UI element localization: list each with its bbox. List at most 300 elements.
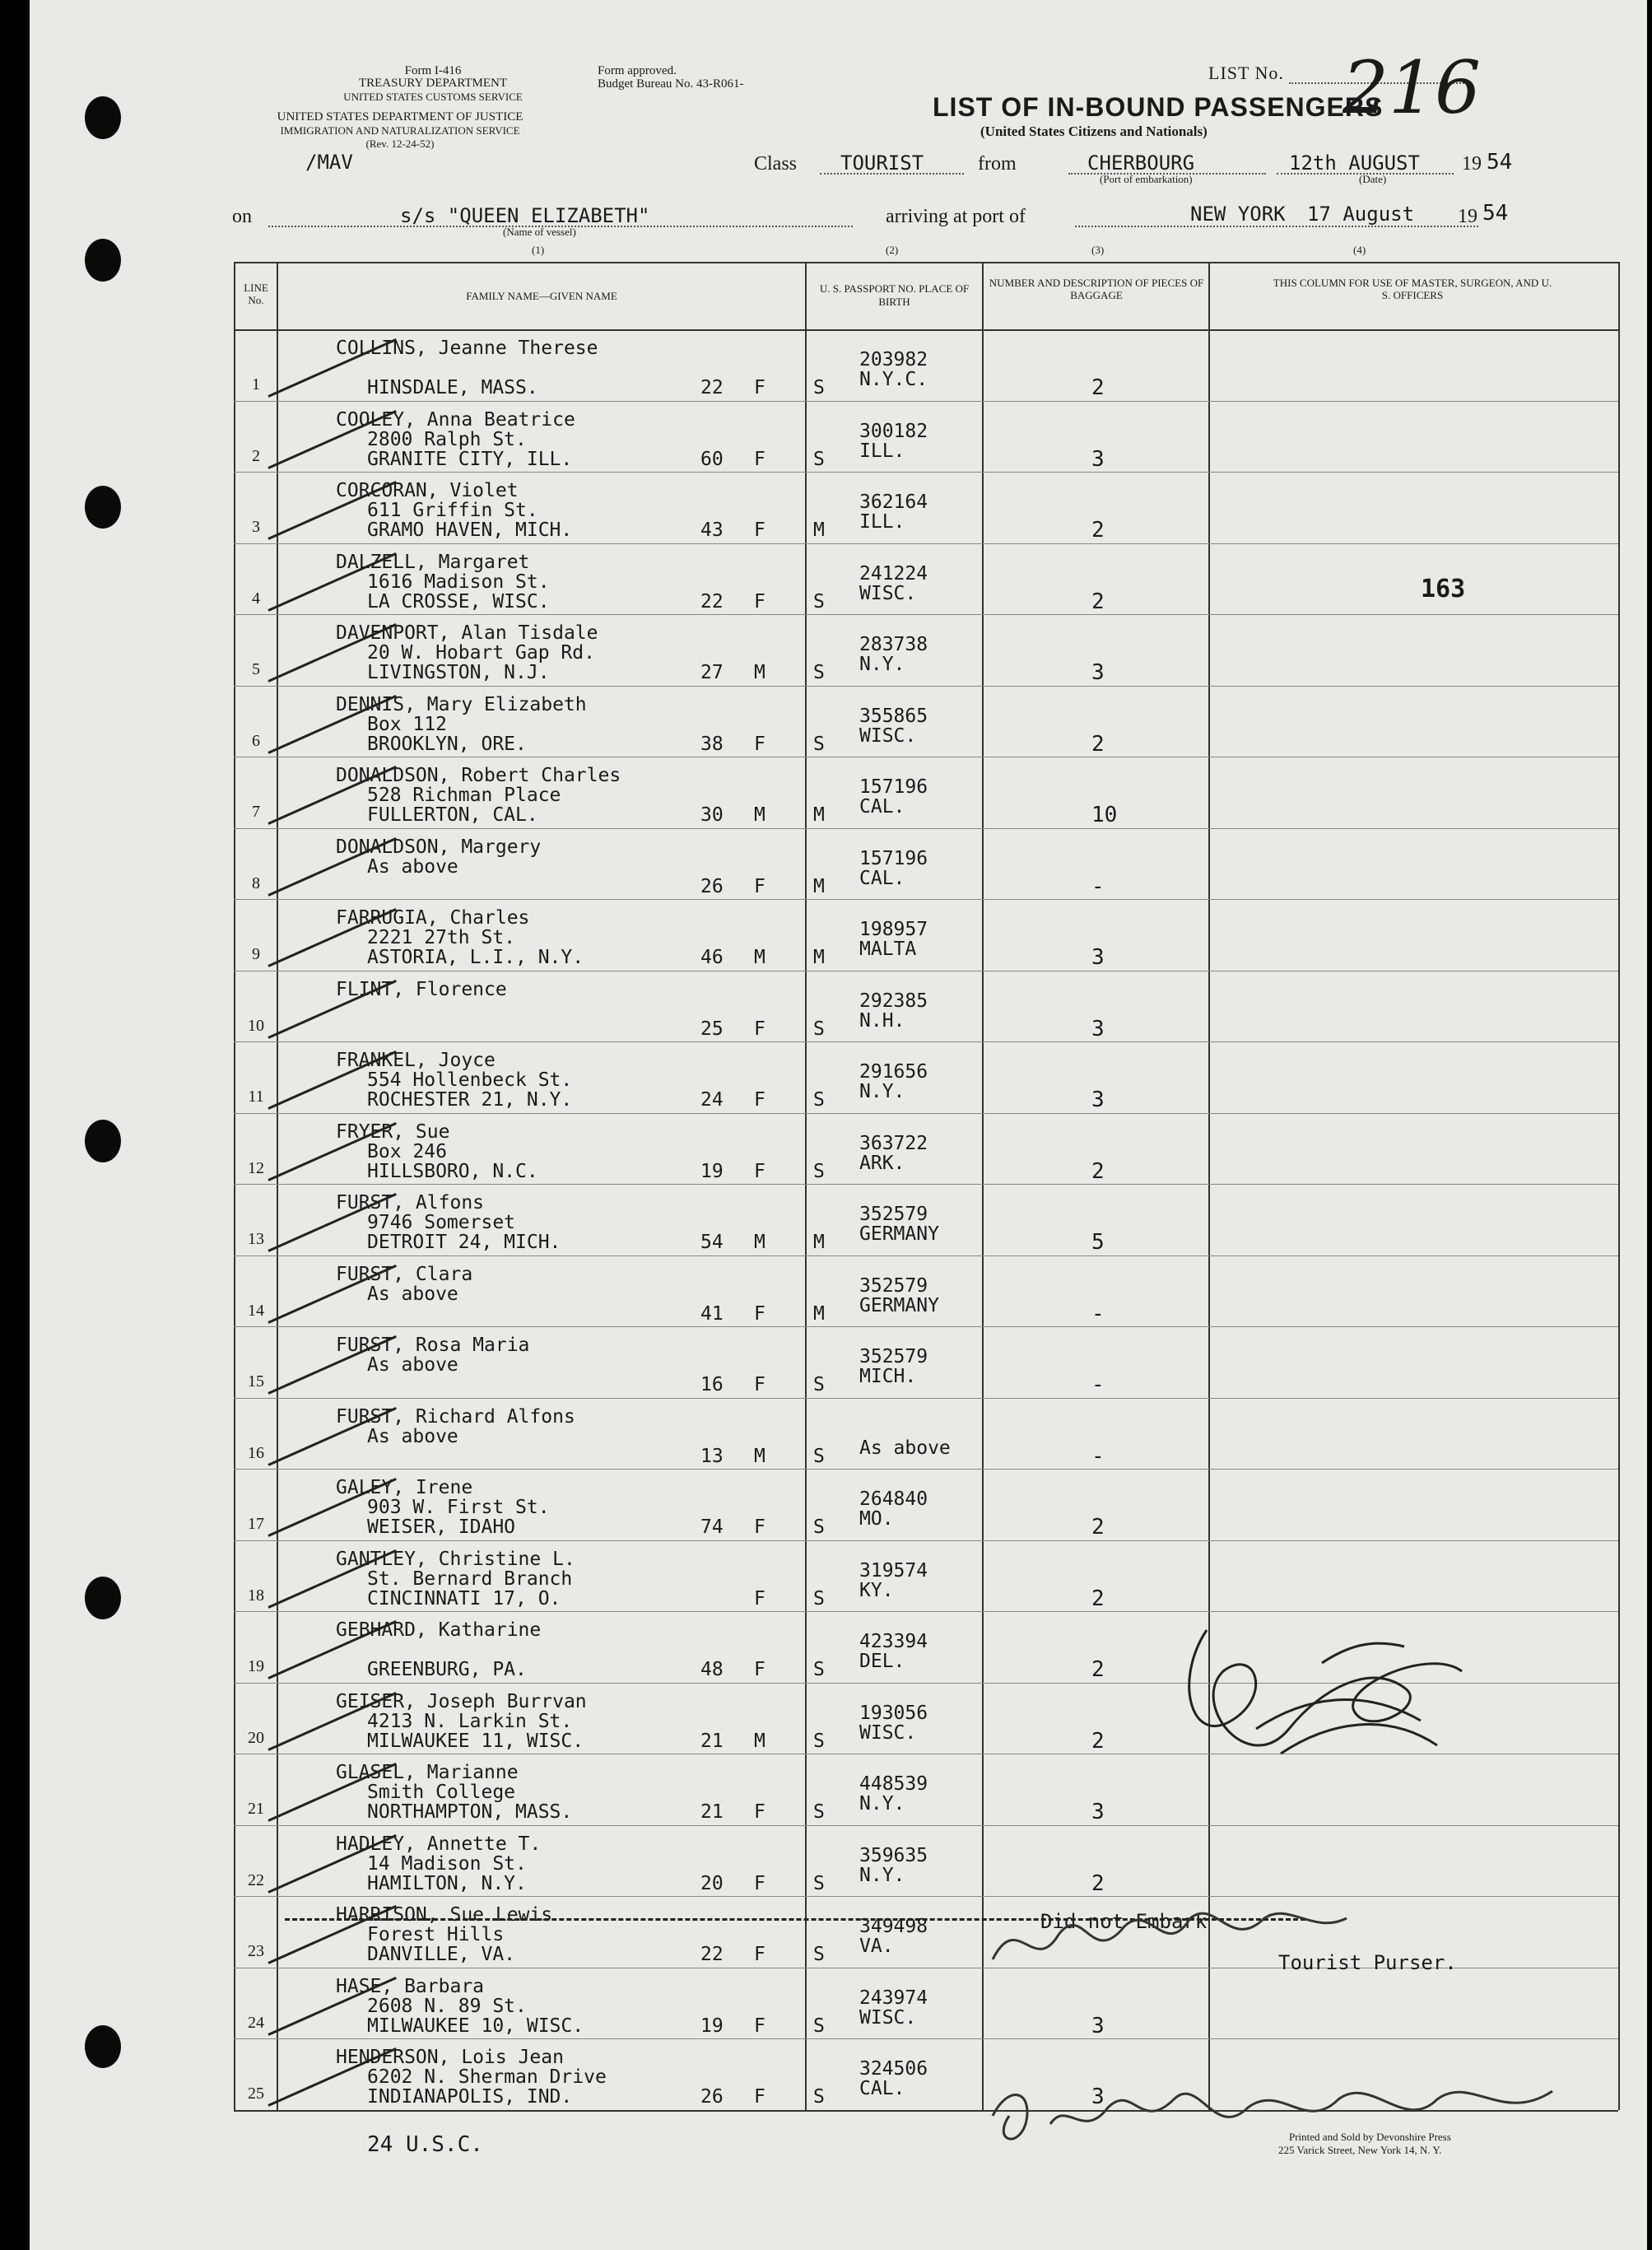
punch-hole: [85, 1577, 121, 1619]
passenger-city: HINSDALE, MASS.: [367, 377, 538, 398]
row-divider: [234, 472, 1618, 473]
row-divider: [234, 1326, 1618, 1327]
passport-number: 363722: [859, 1132, 928, 1154]
form-number: Form I-416: [404, 64, 462, 77]
place-of-birth: MALTA: [859, 939, 917, 960]
passenger-name: FLINT, Florence: [336, 978, 507, 1000]
embark-date: 12th AUGUST: [1289, 151, 1420, 175]
passenger-age: 19: [700, 1160, 724, 1182]
passenger-name: FURST, Alfons: [336, 1192, 485, 1214]
baggage-count: 2: [1091, 731, 1105, 757]
passenger-sex: F: [754, 1659, 766, 1680]
form-approved: Form approved.: [598, 64, 677, 77]
arriving-label: arriving at port of: [886, 206, 1026, 227]
passenger-name: GANTLEY, Christine L.: [336, 1548, 575, 1570]
passenger-city: CINCINNATI 17, O.: [367, 1587, 561, 1609]
passenger-name: FARRUGIA, Charles: [336, 907, 530, 929]
place-of-birth: CAL.: [859, 2078, 905, 2099]
baggage-count: 2: [1091, 1657, 1105, 1682]
line-number: 12: [248, 1158, 264, 1177]
row-divider: [234, 1896, 1618, 1897]
passenger-age: 21: [700, 1730, 724, 1752]
passport-number: 352579: [859, 1346, 928, 1367]
marital-status: M: [813, 947, 825, 968]
passenger-sex: F: [754, 1516, 766, 1538]
passenger-address: Box 112: [367, 713, 447, 735]
line-number: 25: [248, 2085, 264, 2103]
passenger-age: 26: [700, 875, 724, 897]
passport-number: 359635: [859, 1844, 928, 1866]
passenger-city: GREENBURG, PA.: [367, 1659, 527, 1680]
passenger-address: As above: [367, 1354, 458, 1376]
line-number: 13: [248, 1230, 264, 1248]
passenger-address: 1616 Madison St.: [367, 571, 550, 593]
col-header-line: [237, 282, 275, 306]
line-number: 16: [248, 1443, 264, 1462]
passenger-age: 30: [700, 804, 724, 826]
passenger-name: DONALDSON, Margery: [336, 836, 542, 858]
passenger-age: 13: [700, 1445, 724, 1467]
passenger-name: FRANKEL, Joyce: [336, 1050, 496, 1071]
baggage-count: 2: [1091, 375, 1105, 400]
marital-status: S: [813, 1659, 825, 1680]
passenger-sex: F: [754, 1944, 766, 1965]
col-header-baggage-text: NUMBER AND DESCRIPTION OF PIECES OF BAGGAGE: [989, 277, 1204, 301]
footer-citation: 24 U.S.C.: [367, 2132, 483, 2157]
marital-status: S: [813, 1374, 825, 1395]
col-num-4: (4): [1353, 244, 1366, 256]
passenger-address: 611 Griffin St.: [367, 500, 538, 521]
passenger-age: 21: [700, 1801, 724, 1823]
arrival-year-prefix: 19: [1458, 206, 1477, 227]
baggage-count: 3: [1091, 1800, 1105, 1824]
place-of-birth: WISC.: [859, 724, 917, 747]
passenger-name: COOLEY, Anna Beatrice: [336, 408, 575, 431]
passenger-sex: F: [754, 1302, 766, 1325]
marital-status: M: [813, 1302, 825, 1325]
marital-status: S: [813, 1160, 825, 1182]
clerk-initials: /MAV: [305, 151, 353, 174]
passenger-city: WEISER, IDAHO: [367, 1516, 516, 1538]
passenger-city: MILWAUKEE 10, WISC.: [367, 2015, 584, 2037]
line-number: 11: [248, 1088, 264, 1106]
row-divider: [234, 1469, 1618, 1470]
tourist-purser: Tourist Purser.: [1278, 1951, 1457, 1974]
passenger-name: HADLEY, Annette T.: [336, 1833, 542, 1855]
budget-bureau: Budget Bureau No. 43-R061-: [598, 77, 744, 91]
passenger-city: FULLERTON, CAL.: [367, 804, 538, 826]
baggage-count: 2: [1091, 1515, 1105, 1540]
line-number: 6: [252, 731, 260, 750]
officer-signature-cluster: [1157, 1614, 1503, 1795]
passenger-sex: F: [754, 733, 766, 755]
punch-hole: [85, 2025, 121, 2068]
passenger-name: HENDERSON, Lois Jean: [336, 2047, 564, 2068]
passenger-city: HAMILTON, N.Y.: [367, 1872, 527, 1894]
line-number: 5: [252, 660, 260, 678]
passenger-address: 9746 Somerset: [367, 1212, 516, 1233]
passport-number: 157196: [859, 847, 928, 869]
col-divider: [1618, 262, 1620, 2110]
place-of-birth: N.Y.: [859, 1793, 905, 1814]
passport-number: 352579: [859, 1274, 928, 1297]
place-of-birth: N.Y.C.: [859, 369, 928, 390]
row-divider: [234, 1540, 1618, 1541]
col-header-name: FAMILY NAME—GIVEN NAME: [466, 290, 617, 302]
line-number: 15: [248, 1372, 264, 1391]
passenger-sex: F: [754, 1587, 766, 1609]
passenger-address: 903 W. First St.: [367, 1497, 550, 1518]
vessel-caption: (Name of vessel): [503, 226, 576, 238]
marital-status: M: [813, 804, 825, 826]
line-number: 21: [248, 1800, 264, 1818]
place-of-birth: N.Y.: [859, 654, 905, 675]
form-title: LIST OF IN-BOUND PASSENGERS: [933, 92, 1384, 122]
arrival-date: 17 August: [1307, 203, 1415, 226]
passenger-address: 528 Richman Place: [367, 785, 561, 806]
passenger-sex: M: [754, 947, 766, 968]
baggage-count: 3: [1091, 660, 1105, 685]
row-divider: [234, 1113, 1618, 1114]
line-number: 9: [252, 945, 260, 963]
port-caption: (Port of embarkation): [1100, 173, 1193, 185]
passport-number: 324506: [859, 2058, 928, 2080]
passenger-sex: F: [754, 377, 766, 398]
passenger-age: 46: [700, 947, 724, 968]
place-of-birth: As above: [859, 1437, 951, 1459]
line-number: 24: [248, 2013, 264, 2032]
passenger-address: As above: [367, 1425, 458, 1447]
passenger-city: ASTORIA, L.I., N.Y.: [367, 947, 584, 968]
baggage-count: 2: [1091, 1870, 1105, 1896]
printer-line-2: 225 Varick Street, New York 14, N. Y.: [1278, 2144, 1442, 2156]
officer-count: 163: [1421, 575, 1466, 603]
line-number: 18: [248, 1586, 264, 1605]
place-of-birth: GERMANY: [859, 1223, 939, 1245]
passenger-name: HASE, Barbara: [336, 1975, 485, 1997]
col-divider: [277, 262, 278, 2110]
passenger-name: GEBHARD, Katharine: [336, 1619, 542, 1641]
revision: (Rev. 12-24-52): [365, 137, 435, 150]
from-label: from: [978, 153, 1017, 175]
passenger-sex: F: [754, 1160, 766, 1182]
line-number: 17: [248, 1515, 264, 1533]
place-of-birth: CAL.: [859, 867, 905, 889]
passenger-age: 26: [700, 2086, 724, 2108]
passenger-name: FRYER, Sue: [336, 1120, 450, 1143]
baggage-count: 5: [1091, 1230, 1105, 1255]
passenger-sex: M: [754, 662, 766, 683]
passport-number: 448539: [859, 1773, 928, 1795]
baggage-count: 2: [1091, 518, 1105, 543]
place-of-birth: ILL.: [859, 440, 905, 462]
passenger-name: FURST, Rosa Maria: [336, 1335, 530, 1356]
row-divider: [234, 1184, 1618, 1185]
passenger-city: GRANITE CITY, ILL.: [367, 448, 573, 470]
passenger-city: DETROIT 24, MICH.: [367, 1232, 561, 1253]
baggage-count: -: [1091, 1372, 1105, 1397]
passenger-sex: F: [754, 448, 766, 470]
date-caption: (Date): [1359, 173, 1387, 185]
passenger-address: As above: [367, 1283, 458, 1305]
passenger-age: 20: [700, 1872, 724, 1894]
line-number: 10: [248, 1016, 264, 1035]
row-divider: [234, 1825, 1618, 1826]
col-header-officers: [1273, 277, 1552, 301]
passport-number: 193056: [859, 1702, 928, 1724]
passport-number: 362164: [859, 491, 928, 513]
baggage-count: -: [1091, 873, 1105, 899]
baggage-count: 2: [1091, 1158, 1105, 1184]
col-header-line-text: LINE No.: [244, 282, 268, 306]
list-number: 216: [1343, 45, 1481, 130]
form-subtitle: (United States Citizens and Nationals): [980, 123, 1208, 139]
row-divider: [234, 543, 1618, 544]
passenger-address: 14 Madison St.: [367, 1852, 527, 1875]
printer-line-1: Printed and Sold by Devonshire Press: [1289, 2131, 1451, 2143]
passenger-address: 6202 N. Sherman Drive: [367, 2066, 607, 2088]
doj: UNITED STATES DEPARTMENT OF JUSTICE: [277, 110, 524, 123]
treasury-dept: TREASURY DEPARTMENT: [358, 77, 508, 90]
passenger-city: MILWAUKEE 11, WISC.: [367, 1730, 584, 1752]
marital-status: S: [813, 1445, 825, 1467]
punch-hole: [85, 239, 121, 282]
place-of-birth: VA.: [859, 1936, 894, 1957]
passenger-address: As above: [367, 855, 458, 878]
place-of-birth: ARK.: [859, 1152, 905, 1174]
passenger-age: 48: [700, 1659, 724, 1680]
place-of-birth: MICH.: [859, 1366, 917, 1387]
passport-number: 283738: [859, 634, 928, 655]
header-bottom: [234, 329, 1618, 331]
baggage-count: 3: [1091, 2085, 1105, 2109]
purser-signature: [984, 1894, 1363, 1992]
passenger-city: BROOKLYN, ORE.: [367, 733, 527, 755]
passport-number: 355865: [859, 705, 928, 727]
arrival-port: NEW YORK: [1190, 203, 1286, 226]
row-divider: [234, 686, 1618, 687]
passenger-sex: F: [754, 1374, 766, 1395]
marital-status: S: [813, 1730, 825, 1752]
punch-hole: [85, 486, 121, 529]
class-value: TOURIST: [840, 151, 924, 175]
row-divider: [234, 1398, 1618, 1399]
passenger-address: 554 Hollenbeck St.: [367, 1069, 573, 1091]
row-divider: [234, 1041, 1618, 1042]
baggage-count: 2: [1091, 589, 1105, 614]
list-no-label: LIST No.: [1208, 63, 1284, 83]
passport-number: 264840: [859, 1488, 928, 1510]
passenger-sex: F: [754, 590, 766, 613]
passenger-name: DAVENPORT, Alan Tisdale: [336, 622, 598, 644]
passenger-city: LIVINGSTON, N.J.: [367, 662, 550, 683]
passport-number: 291656: [859, 1061, 928, 1083]
passport-number: 352579: [859, 1204, 928, 1225]
passport-number: 292385: [859, 990, 928, 1012]
passport-number: 349498: [859, 1916, 928, 1937]
passenger-address: 4213 N. Larkin St.: [367, 1710, 573, 1732]
year-prefix: 19: [1462, 153, 1482, 175]
inspector-signature: [976, 2066, 1569, 2165]
passenger-name: DONALDSON, Robert Charles: [336, 765, 621, 786]
marital-status: S: [813, 448, 825, 470]
col-header-baggage: [989, 277, 1204, 301]
line-number: 7: [252, 803, 260, 821]
passport-number: 319574: [859, 1559, 928, 1582]
passenger-address: Box 246: [367, 1140, 447, 1162]
passenger-city: INDIANAPOLIS, IND.: [367, 2086, 573, 2108]
marital-status: S: [813, 1089, 825, 1111]
place-of-birth: N.H.: [859, 1009, 905, 1032]
passenger-name: COLLINS, Jeanne Therese: [336, 338, 598, 359]
line-number: 23: [248, 1942, 264, 1960]
col-num-3: (3): [1091, 244, 1105, 256]
passenger-age: 24: [700, 1089, 724, 1111]
marital-status: S: [813, 2086, 825, 2108]
passenger-city: LA CROSSE, WISC.: [367, 590, 550, 613]
line-number: 2: [252, 446, 260, 465]
passenger-age: 54: [700, 1232, 724, 1253]
passenger-name: FURST, Richard Alfons: [336, 1405, 575, 1428]
check-mark: [268, 979, 397, 1038]
passport-number: 203982: [859, 349, 928, 370]
passenger-name: DALZELL, Margaret: [336, 551, 530, 573]
col-num-2: (2): [886, 244, 899, 256]
passport-number: 198957: [859, 919, 928, 940]
place-of-birth: DEL.: [859, 1651, 905, 1672]
marital-status: S: [813, 2015, 825, 2037]
row-divider: [234, 401, 1618, 402]
col-divider: [234, 262, 235, 2110]
on-label: on: [232, 206, 252, 227]
place-of-birth: WISC.: [859, 2006, 917, 2029]
passport-number: 300182: [859, 420, 928, 442]
col-num-1: (1): [532, 244, 545, 256]
passenger-address: Smith College: [367, 1782, 516, 1803]
place-of-birth: KY.: [859, 1579, 894, 1601]
col-header-passport-text: U. S. PASSPORT NO. PLACE OF BIRTH: [819, 282, 970, 308]
passenger-age: 43: [700, 519, 724, 541]
passenger-sex: M: [754, 1730, 766, 1752]
col-header-officers-text: THIS COLUMN FOR USE OF MASTER, SURGEON, AND U. S. OFFICERS: [1273, 277, 1552, 301]
passenger-city: HILLSBORO, N.C.: [367, 1160, 538, 1182]
customs-service: UNITED STATES CUSTOMS SERVICE: [343, 91, 523, 103]
baggage-count: 3: [1091, 446, 1105, 472]
marital-status: S: [813, 1018, 825, 1040]
arrival-year: 54: [1482, 201, 1509, 226]
row-divider: [234, 2038, 1618, 2039]
passenger-age: 19: [700, 2015, 724, 2037]
row-divider: [234, 828, 1618, 829]
line-number: 4: [252, 589, 260, 608]
passenger-name: GALEY, Irene: [336, 1477, 473, 1498]
passenger-sex: F: [754, 875, 766, 897]
marital-status: S: [813, 1872, 825, 1894]
marital-status: S: [813, 1944, 825, 1965]
baggage-count: -: [1091, 1443, 1105, 1469]
baggage-count: -: [1091, 1301, 1105, 1326]
line-number: 8: [252, 873, 260, 892]
did-not-embark: Did not Embark: [1040, 1910, 1208, 1933]
class-rule: [820, 173, 964, 175]
passenger-age: 38: [700, 733, 724, 755]
passport-number: 157196: [859, 776, 928, 798]
embark-port: CHERBOURG: [1087, 151, 1195, 175]
row-divider: [234, 899, 1618, 900]
passenger-age: 16: [700, 1374, 724, 1395]
passenger-sex: F: [754, 519, 766, 541]
place-of-birth: GERMANY: [859, 1294, 939, 1316]
passport-number: 241224: [859, 562, 928, 585]
passenger-name: GEISER, Joseph Burrvan: [336, 1690, 587, 1712]
col-divider: [1208, 262, 1210, 2110]
place-of-birth: WISC.: [859, 582, 917, 604]
passenger-sex: F: [754, 1872, 766, 1894]
baggage-count: 3: [1091, 2013, 1105, 2038]
passenger-sex: F: [754, 2015, 766, 2037]
passenger-address: 2608 N. 89 St.: [367, 1995, 527, 2017]
manifest-sheet: [30, 0, 1647, 2250]
passenger-sex: M: [754, 804, 766, 826]
line-number: 1: [252, 375, 260, 394]
passenger-address: 2221 27th St.: [367, 927, 516, 948]
marital-status: M: [813, 875, 825, 897]
passport-number: 423394: [859, 1631, 928, 1652]
passenger-age: 22: [700, 1944, 724, 1965]
passenger-city: DANVILLE, VA.: [367, 1944, 516, 1965]
punch-hole: [85, 96, 121, 139]
vessel-name: s/s "QUEEN ELIZABETH": [400, 204, 650, 227]
marital-status: S: [813, 590, 825, 613]
class-label: Class: [754, 153, 798, 175]
col-header-passport: [810, 282, 979, 309]
passenger-age: 25: [700, 1018, 724, 1040]
row-divider: [234, 614, 1618, 615]
place-of-birth: WISC.: [859, 1721, 917, 1744]
passenger-address: Forest Hills: [367, 1924, 505, 1945]
marital-status: S: [813, 1587, 825, 1609]
passenger-name: DENNIS, Mary Elizabeth: [336, 693, 587, 715]
line-number: 3: [252, 518, 260, 536]
line-number: 14: [248, 1301, 264, 1320]
passenger-sex: F: [754, 1089, 766, 1111]
row-divider: [234, 1255, 1618, 1256]
col-divider: [982, 262, 984, 2110]
passenger-age: 74: [700, 1516, 724, 1538]
passenger-address: 20 W. Hobart Gap Rd.: [367, 642, 595, 664]
passenger-sex: F: [754, 2086, 766, 2108]
baggage-count: 10: [1091, 803, 1118, 827]
passenger-sex: M: [754, 1445, 766, 1467]
marital-status: S: [813, 1801, 825, 1823]
marital-status: S: [813, 733, 825, 755]
baggage-count: 2: [1091, 1728, 1105, 1754]
place-of-birth: ILL.: [859, 511, 905, 533]
passenger-sex: F: [754, 1018, 766, 1040]
col-divider: [805, 262, 807, 2110]
place-of-birth: MO.: [859, 1508, 894, 1530]
passenger-name: GLASEL, Marianne: [336, 1762, 519, 1783]
passenger-name: HARRISON, Sue Lewis: [336, 1904, 553, 1926]
place-of-birth: CAL.: [859, 796, 905, 818]
passenger-city: NORTHAMPTON, MASS.: [367, 1801, 573, 1823]
passenger-name: FURST, Clara: [336, 1263, 473, 1285]
row-divider: [234, 1611, 1618, 1612]
passenger-name: CORCORAN, Violet: [336, 480, 519, 501]
line-number: 20: [248, 1728, 264, 1747]
passport-number: 243974: [859, 1987, 928, 2009]
passenger-age: 27: [700, 662, 724, 683]
